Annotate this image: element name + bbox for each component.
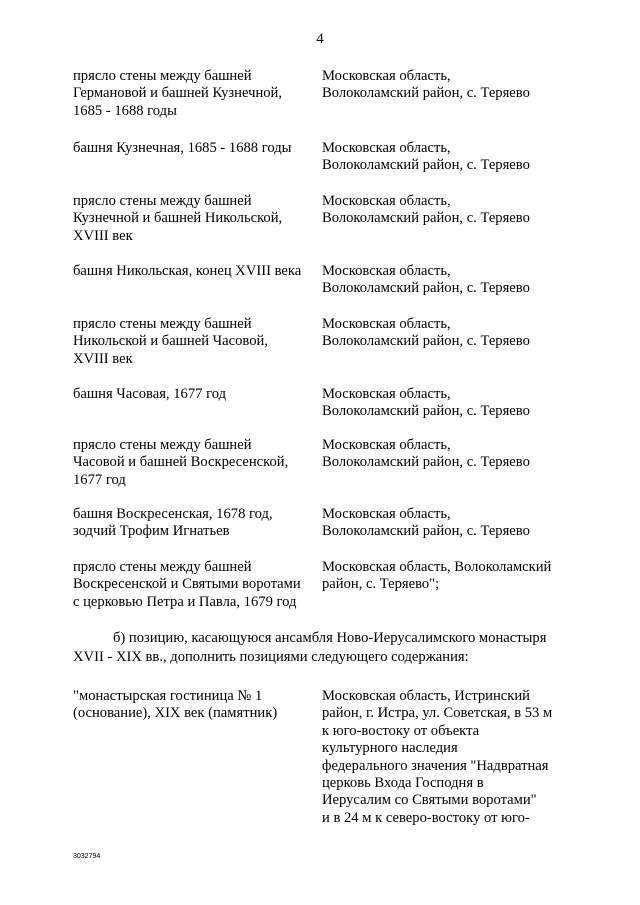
monument-name: прясло стены между башней Германовой и башней Кузнечной, 1685 - 1688 годы — [73, 68, 283, 119]
monument-name: прясло стены между башней Воскресенской и Святыми воротами с церковью Петра и Павла, 1679 год — [73, 559, 301, 610]
monument-name: прясло стены между башней Никольской и башней Часовой, XVIII век — [73, 316, 268, 367]
monument-name: башня Воскресенская, 1678 год, зодчий Трофим Игнатьев — [73, 506, 273, 540]
paragraph-line: б) позицию, касающуюся ансамбля Ново-Иерусалимского монастыря — [113, 630, 547, 646]
page-number: 4 — [316, 31, 324, 47]
monument-location: Московская область, Волоколамский район, с. Теряево"; — [322, 559, 552, 593]
monument-location: Московская область, Волоколамский район, с. Теряево — [322, 316, 530, 350]
document-id: 3032794 — [73, 853, 101, 860]
monument-name: "монастырская гостиница № 1 (основание), XIX век (памятник) — [73, 688, 278, 722]
monument-location: Московская область, Волоколамский район, с. Теряево — [322, 506, 530, 540]
monument-location: Московская область, Волоколамский район, с. Теряево — [322, 140, 530, 174]
monument-name: прясло стены между башней Кузнечной и башней Никольской, XVIII век — [73, 193, 283, 244]
amendment-paragraph — [73, 629, 593, 667]
monument-location: Московская область, Волоколамский район, с. Теряево — [322, 68, 530, 102]
monument-location: Московская область, Волоколамский район, с. Теряево — [322, 263, 530, 297]
monument-name: прясло стены между башней Часовой и башней Воскресенской, 1677 год — [73, 437, 289, 488]
monument-name: башня Кузнечная, 1685 - 1688 годы — [73, 140, 292, 156]
monument-location: Московская область, Волоколамский район, с. Теряево — [322, 386, 530, 420]
paragraph-line: XVII - XIX вв., дополнить позициями следующего содержания: — [73, 649, 469, 665]
monument-location: Московская область, Волоколамский район, с. Теряево — [322, 193, 530, 227]
monument-location: Московская область, Волоколамский район, с. Теряево — [322, 437, 530, 471]
monument-location: Московская область, Истринский район, г. Истра, ул. Советская, в 53 м к юго-востоку от объекта культурного наследия федерального значения "Надвратная церковь Входа Господня в Иерусалим со Святыми воротами" и в 24 м к северо-востоку от юго- — [322, 688, 553, 826]
monument-name: башня Никольская, конец XVIII века — [73, 263, 302, 279]
monument-name: башня Часовая, 1677 год — [73, 386, 226, 402]
